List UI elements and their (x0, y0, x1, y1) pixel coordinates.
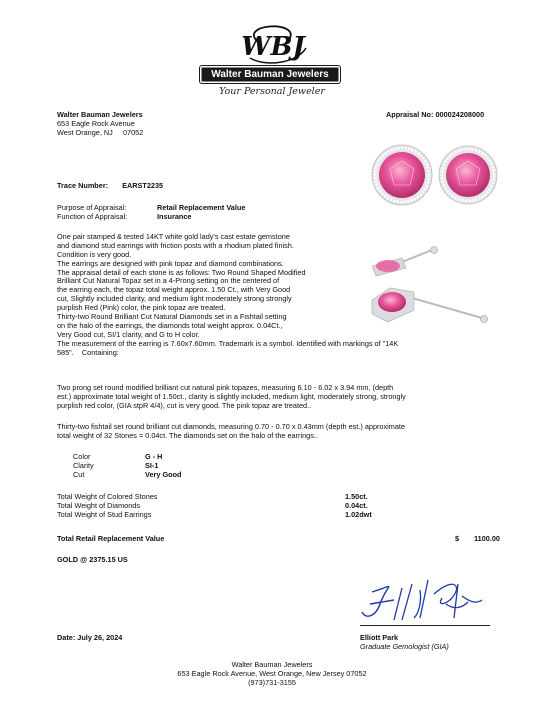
monogram-letters: WBJ (241, 32, 305, 62)
description-line: purplish Red (Pink) color, the pink topaz are treated. (57, 303, 226, 313)
appraisal-date: Date: July 26, 2024 (57, 633, 123, 642)
topaz-line: purplish red color, (GIA stpR 4/4), cut is very good. The pink topaz are treated.. (57, 400, 312, 410)
gold-price: GOLD @ 2375.15 US (57, 555, 128, 564)
logo-banner: Walter Bauman Jewelers (200, 66, 340, 83)
signer-name: Elliott Park (360, 633, 399, 642)
company-address-line1: 653 Eagle Rock Avenue (57, 118, 135, 128)
retail-value-label: Total Retail Replacement Value (57, 534, 165, 543)
total-label: Total Weight of Stud Earrings (57, 509, 152, 519)
company-address-line2: West Orange, NJ 07052 (57, 127, 144, 137)
description-line: 585". Containing: (57, 347, 119, 357)
description-line: The measurement of the earring is 7.60x7.60mm. Trademark is a symbol. Identified with markings of "14K (57, 338, 399, 348)
appraisal-purpose-block (57, 204, 245, 222)
trace-number-row (57, 182, 163, 191)
total-label: Total Weight of Colored Stones (57, 492, 158, 501)
topaz-line: Two prong set round modified brilliant cut natural pink topazes, measuring 6.10 - 6.02 x 3.94 mm, (depth (57, 383, 394, 392)
topaz-line: est.) approximate total weight of 1.50ct., clarity is slightly included, medium light, moderately strong, strongly (57, 391, 406, 401)
company-address-block (57, 111, 143, 138)
description-line: Brilliant Cut Natural Topaz set in a 4-Prong setting on the centered of (57, 276, 280, 286)
topaz-paragraph (57, 384, 497, 411)
diamond-paragraph (57, 423, 497, 441)
appraisal-number: Appraisal No: 000024208000 (386, 110, 485, 119)
footer-phone: (973)731-3155 (248, 677, 296, 687)
signer-block (360, 634, 449, 652)
company-name: Walter Bauman Jewelers (57, 110, 143, 119)
weight-totals (57, 493, 372, 520)
purpose-value: Retail Replacement Value (157, 203, 246, 212)
total-label: Total Weight of Diamonds (57, 500, 141, 510)
item-description (57, 233, 497, 357)
description-line: The appraisal detail of each stone is as follows: Two Round Shaped Modified (57, 267, 306, 277)
description-line: The earrings are designed with pink topaz and diamond combinations. (57, 258, 284, 268)
company-monogram (228, 22, 318, 66)
description-line: and diamond stud earrings with friction posts with a rhodium plated finish. (57, 240, 294, 250)
spec-value: G - H (145, 452, 163, 461)
spec-label: Cut (73, 469, 85, 479)
footer-address: 653 Eagle Rock Avenue, West Orange, New Jersey 07052 (177, 668, 367, 678)
total-value: 1.02dwt (345, 509, 372, 519)
diamond-line: total weight of 32 Stones = 0.04ct. The diamonds set on the halo of the earrings.. (57, 430, 318, 440)
purpose-label: Purpose of Appraisal: (57, 203, 127, 212)
spec-label: Clarity (73, 460, 94, 470)
footer (0, 661, 544, 688)
description-line: the earring each, the topaz total weight approx. 1.50 Ct., with Very Good (57, 285, 291, 295)
total-value: 0.04ct. (345, 500, 368, 510)
description-line: Condition is very good. (57, 249, 132, 259)
spec-value: SI-1 (145, 460, 159, 470)
logo-tagline: Your Personal Jeweler (219, 86, 325, 97)
signature-image (358, 574, 488, 626)
retail-currency: $ (455, 534, 460, 543)
spec-label: Color (73, 452, 91, 461)
signer-title: Graduate Gemologist (GIA) (360, 641, 449, 651)
diamond-line: Thirty-two fishtail set round brilliant cut diamonds, measuring 0.70 - 0.70 x 0.43mm (depth est.) approximate (57, 422, 405, 431)
footer-company: Walter Bauman Jewelers (231, 660, 313, 669)
trace-label: Trace Number: (57, 181, 109, 190)
grading-specs (73, 453, 182, 480)
description-line: One pair stamped & tested 14KT white gold lady's cast estate gemstone (57, 232, 290, 241)
earrings-front-image (364, 139, 504, 217)
retail-value: 1100.00 (474, 534, 500, 543)
signature-line (360, 625, 490, 626)
description-line: on the halo of the earrings, the diamonds total weight approx. 0.04Ct., (57, 320, 283, 330)
spec-value: Very Good (145, 469, 182, 479)
description-line: Very Good cut, SI/1 clarity, and G to H color. (57, 329, 200, 339)
function-value: Insurance (157, 211, 192, 221)
description-line: cut, Slightly included clarity, and medium light moderately strong strongly (57, 294, 292, 304)
description-line: Thirty-two Round Brilliant Cut Natural Diamonds set in a Fishtail setting (57, 312, 287, 322)
function-label: Function of Appraisal: (57, 211, 128, 221)
trace-value: EARST2235 (122, 181, 164, 190)
total-value: 1.50ct. (345, 492, 368, 501)
